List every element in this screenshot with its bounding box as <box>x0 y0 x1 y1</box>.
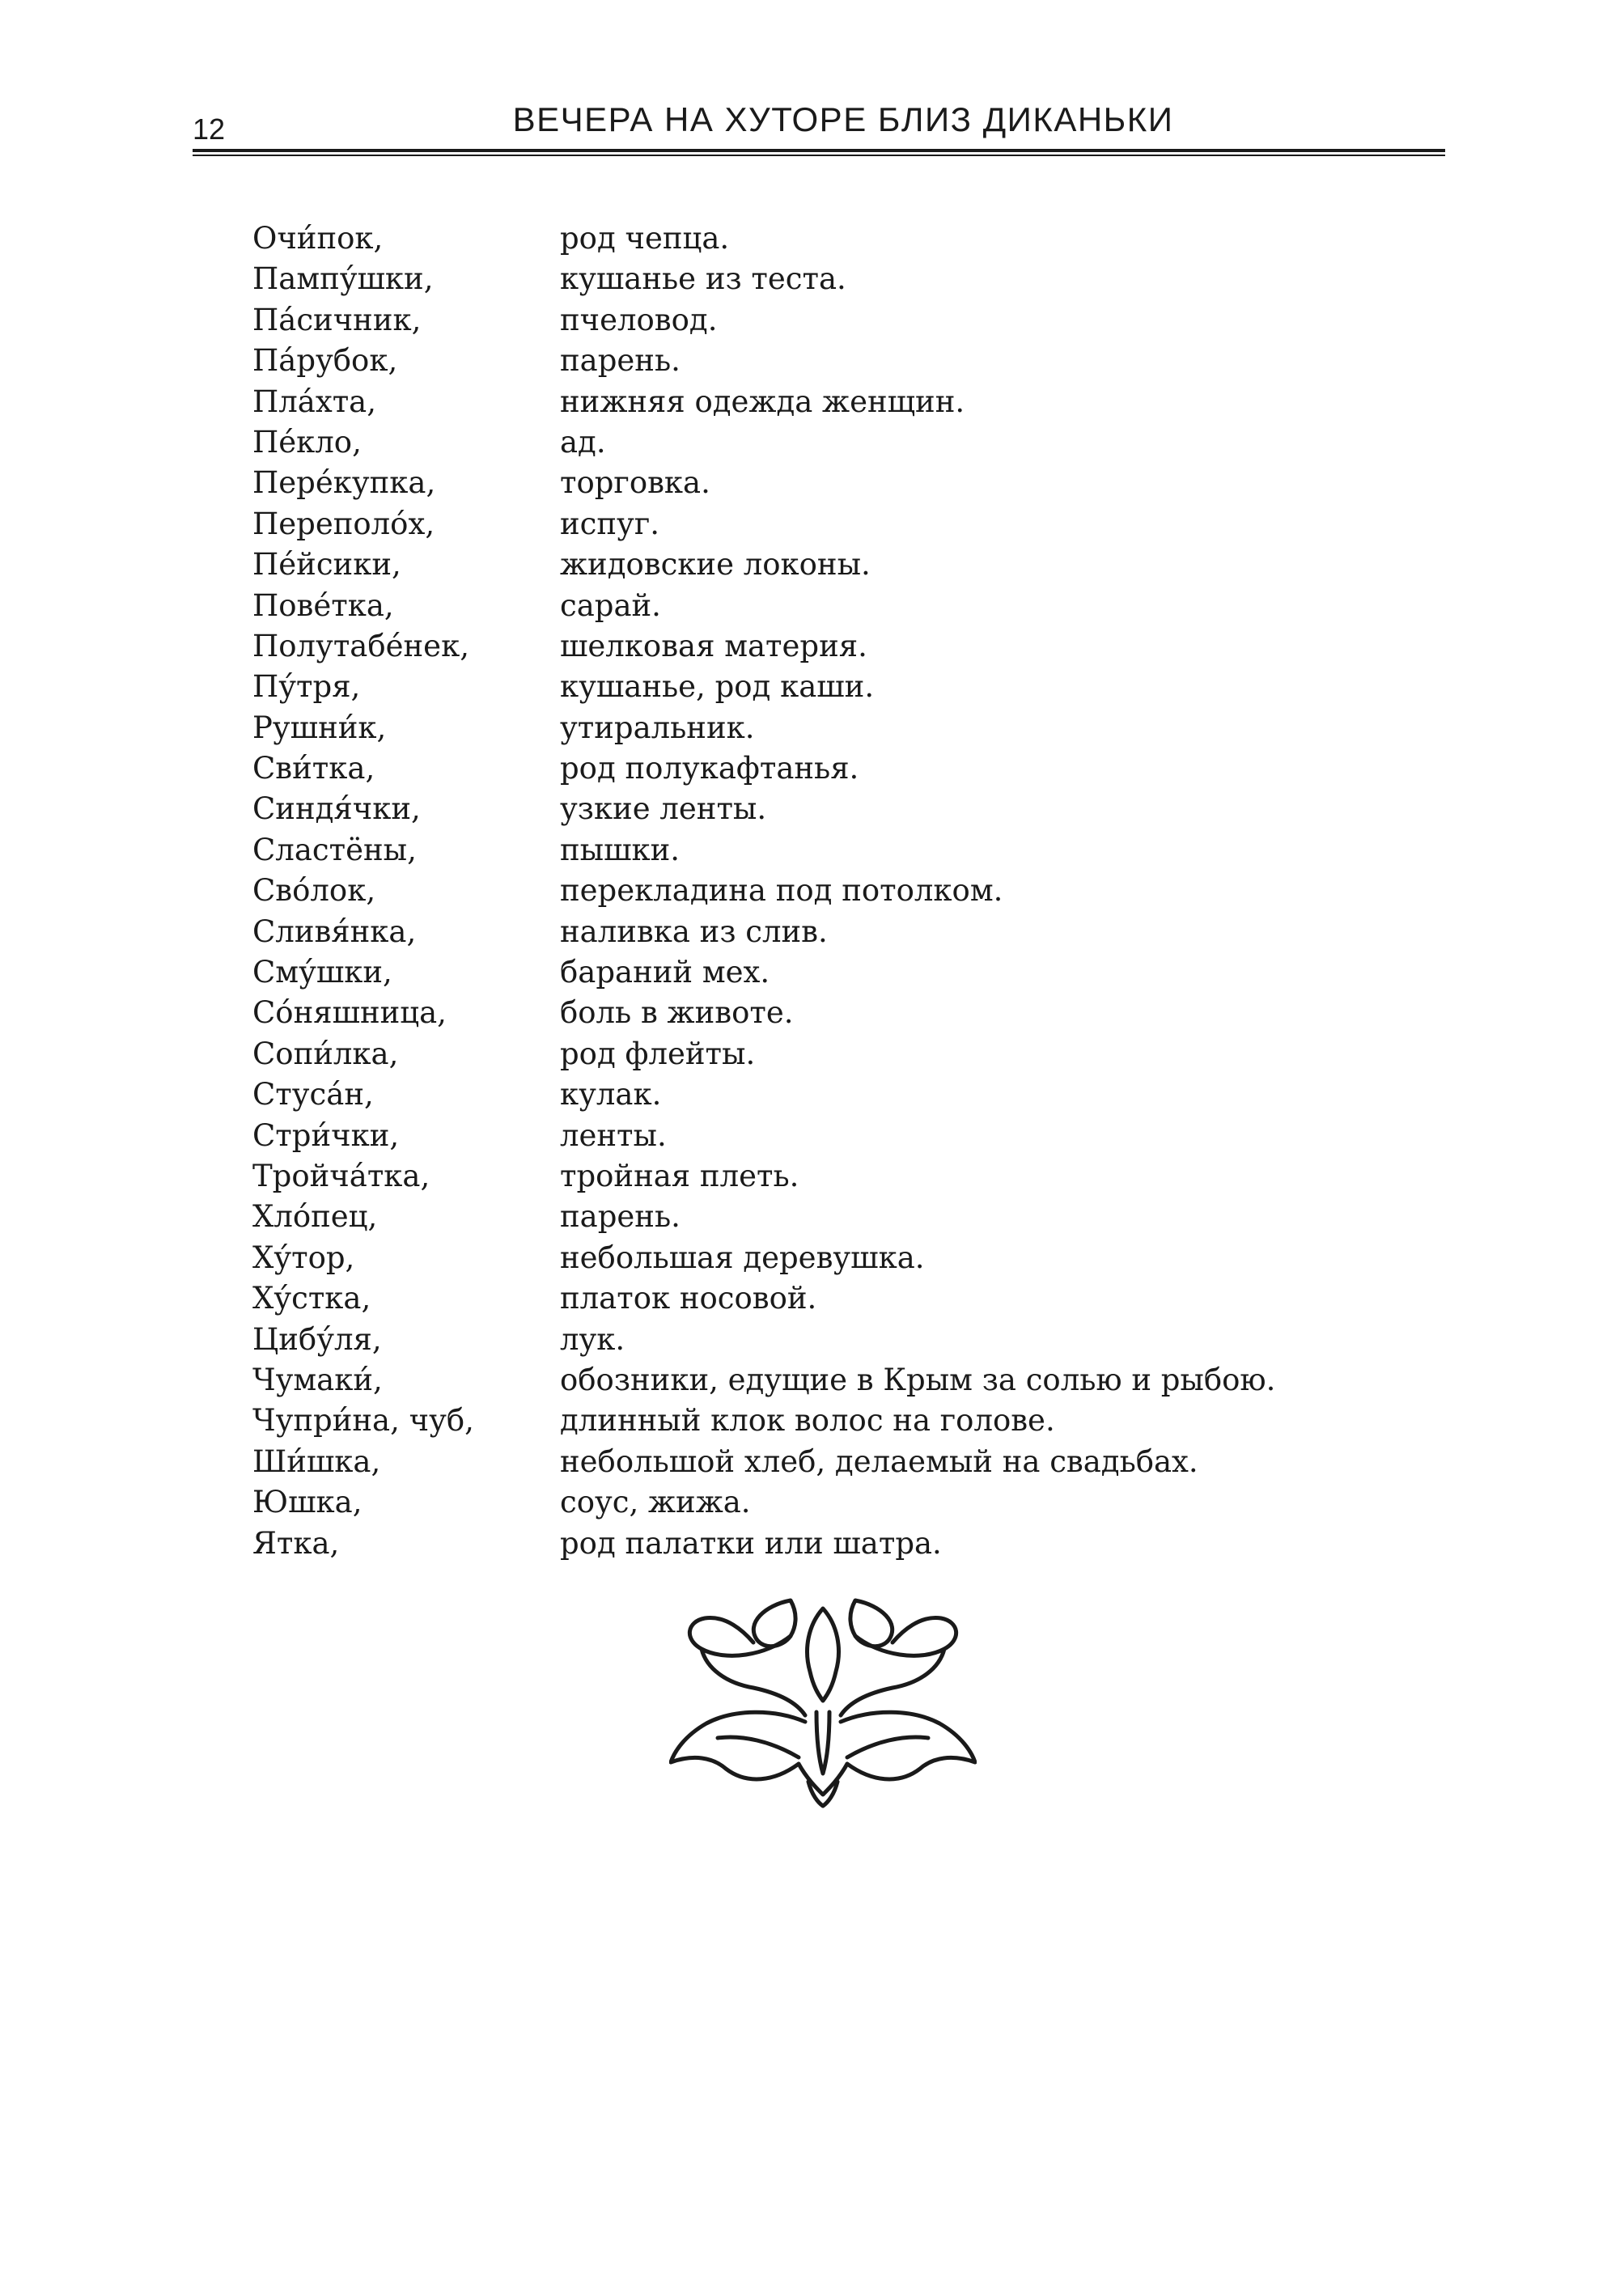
glossary-term: Ши́шка, <box>252 1443 381 1479</box>
glossary-definition: род полукафтанья. <box>560 751 859 786</box>
glossary-term: Пу́тря, <box>252 669 361 705</box>
glossary-entry <box>252 504 1426 545</box>
glossary-entry <box>252 1034 1426 1074</box>
glossary-definition: род флейты. <box>560 1036 756 1071</box>
glossary-term: Ятка, <box>252 1525 340 1561</box>
glossary-definition: кушанье, род каши. <box>560 669 875 705</box>
glossary-entry <box>252 993 1426 1033</box>
glossary-entry <box>252 1360 1426 1401</box>
glossary-term: Сму́шки, <box>252 955 392 990</box>
glossary-definition: пчеловод. <box>560 302 718 337</box>
glossary-entry <box>252 1238 1426 1278</box>
glossary-term: Пере́купка, <box>252 465 436 501</box>
glossary-definition: боль в животе. <box>560 995 794 1031</box>
glossary-definition: небольшая деревушка. <box>560 1240 925 1275</box>
glossary-entry <box>252 748 1426 789</box>
glossary-term: Сластёны, <box>252 832 417 867</box>
glossary-term: Па́рубок, <box>252 343 398 379</box>
glossary-entry <box>252 382 1426 422</box>
header-rule-thin <box>193 155 1445 156</box>
glossary-entry <box>252 626 1426 667</box>
glossary-definition: жидовские локоны. <box>560 547 871 583</box>
glossary-entry <box>252 422 1426 463</box>
glossary-entry <box>252 341 1426 381</box>
glossary-term: Синдя́чки, <box>252 791 421 827</box>
glossary-entry <box>252 871 1426 911</box>
glossary-definition: утиральник. <box>560 710 755 745</box>
glossary-entry <box>252 667 1426 707</box>
glossary-definition: платок носовой. <box>560 1281 817 1316</box>
glossary-term: Очи́пок, <box>252 221 384 256</box>
glossary-entry <box>252 586 1426 626</box>
glossary-entry <box>252 1401 1426 1441</box>
glossary-term: Ху́стка, <box>252 1281 371 1316</box>
page-number: 12 <box>193 112 226 146</box>
glossary-term: Со́няшница, <box>252 995 447 1031</box>
glossary-term: Сво́лок, <box>252 873 376 909</box>
glossary-entry <box>252 1074 1426 1115</box>
glossary-term: Стуса́н, <box>252 1077 374 1113</box>
glossary-term: Чумаки́, <box>252 1362 383 1397</box>
glossary-definition: шелковая материя. <box>560 628 867 663</box>
glossary-term: Пове́тка, <box>252 587 394 623</box>
glossary-definition: соус, жижа. <box>560 1485 751 1520</box>
glossary-definition: испуг. <box>560 506 659 541</box>
glossary-term: Пе́йсики, <box>252 547 401 583</box>
glossary-entry <box>252 545 1426 585</box>
glossary-term: Ху́тор, <box>252 1240 355 1275</box>
glossary-definition: пышки. <box>560 832 681 867</box>
page-header <box>193 95 1445 157</box>
glossary-term: Юшка, <box>252 1485 363 1520</box>
glossary-entry <box>252 463 1426 503</box>
glossary-definition: лук. <box>560 1321 625 1357</box>
glossary-definition: торговка. <box>560 465 710 501</box>
glossary-definition: парень. <box>560 1199 681 1235</box>
glossary-definition: нижняя одежда женщин. <box>560 384 965 419</box>
glossary-term: Па́сичник, <box>252 302 422 337</box>
glossary-entry <box>252 218 1426 259</box>
glossary-definition: небольшой хлеб, делаемый на свадьбах. <box>560 1443 1198 1479</box>
glossary-definition: бараний мех. <box>560 955 770 990</box>
glossary-term: Хло́пец, <box>252 1199 378 1235</box>
glossary-term: Полутабе́нек, <box>252 628 469 663</box>
glossary-definition: род чепца. <box>560 221 730 256</box>
glossary-definition: кушанье из теста. <box>560 261 846 297</box>
floral-vignette-icon <box>669 1591 977 1817</box>
glossary-definition: перекладина под потолком. <box>560 873 1003 909</box>
glossary-entry <box>252 1524 1426 1564</box>
glossary-definition: род палатки или шатра. <box>560 1525 942 1561</box>
glossary-term: Сопи́лка, <box>252 1036 399 1071</box>
glossary-definition: кулак. <box>560 1077 662 1113</box>
glossary-entry <box>252 1197 1426 1237</box>
glossary-entry <box>252 1320 1426 1360</box>
glossary-term: Сви́тка, <box>252 751 375 786</box>
glossary-definition: тройная плеть. <box>560 1158 799 1193</box>
glossary-entry <box>252 1156 1426 1197</box>
glossary-entry <box>252 708 1426 748</box>
glossary-definition: сарай. <box>560 587 661 623</box>
glossary-definition: обозники, едущие в Крым за солью и рыбою. <box>560 1362 1276 1397</box>
glossary-term: Чупри́на, чуб, <box>252 1403 474 1439</box>
glossary-term: Цибу́ля, <box>252 1321 382 1357</box>
header-rule-thick <box>193 149 1445 152</box>
glossary-term: Переполо́х, <box>252 506 435 541</box>
glossary-list <box>252 218 1426 1564</box>
glossary-entry <box>252 300 1426 341</box>
glossary-entry <box>252 952 1426 993</box>
glossary-entry <box>252 1442 1426 1482</box>
glossary-term: Сливя́нка, <box>252 913 417 949</box>
glossary-term: Пе́кло, <box>252 424 362 460</box>
glossary-entry <box>252 1116 1426 1156</box>
glossary-term: Пла́хта, <box>252 384 376 419</box>
glossary-entry <box>252 912 1426 952</box>
running-title: ВЕЧЕРА НА ХУТОРЕ БЛИЗ ДИКАНЬКИ <box>512 100 1174 138</box>
glossary-entry <box>252 830 1426 871</box>
glossary-definition: узкие ленты. <box>560 791 767 827</box>
glossary-entry <box>252 789 1426 829</box>
glossary-term: Стри́чки, <box>252 1117 400 1153</box>
glossary-definition: ленты. <box>560 1117 667 1153</box>
glossary-definition: наливка из слив. <box>560 913 828 949</box>
glossary-definition: парень. <box>560 343 681 379</box>
glossary-term: Тройча́тка, <box>252 1158 430 1193</box>
glossary-entry <box>252 259 1426 299</box>
glossary-definition: ад. <box>560 424 606 460</box>
glossary-definition: длинный клок волос на голове. <box>560 1403 1055 1439</box>
glossary-entry <box>252 1482 1426 1523</box>
glossary-entry <box>252 1278 1426 1319</box>
glossary-term: Пампу́шки, <box>252 261 434 297</box>
glossary-term: Рушни́к, <box>252 710 387 745</box>
